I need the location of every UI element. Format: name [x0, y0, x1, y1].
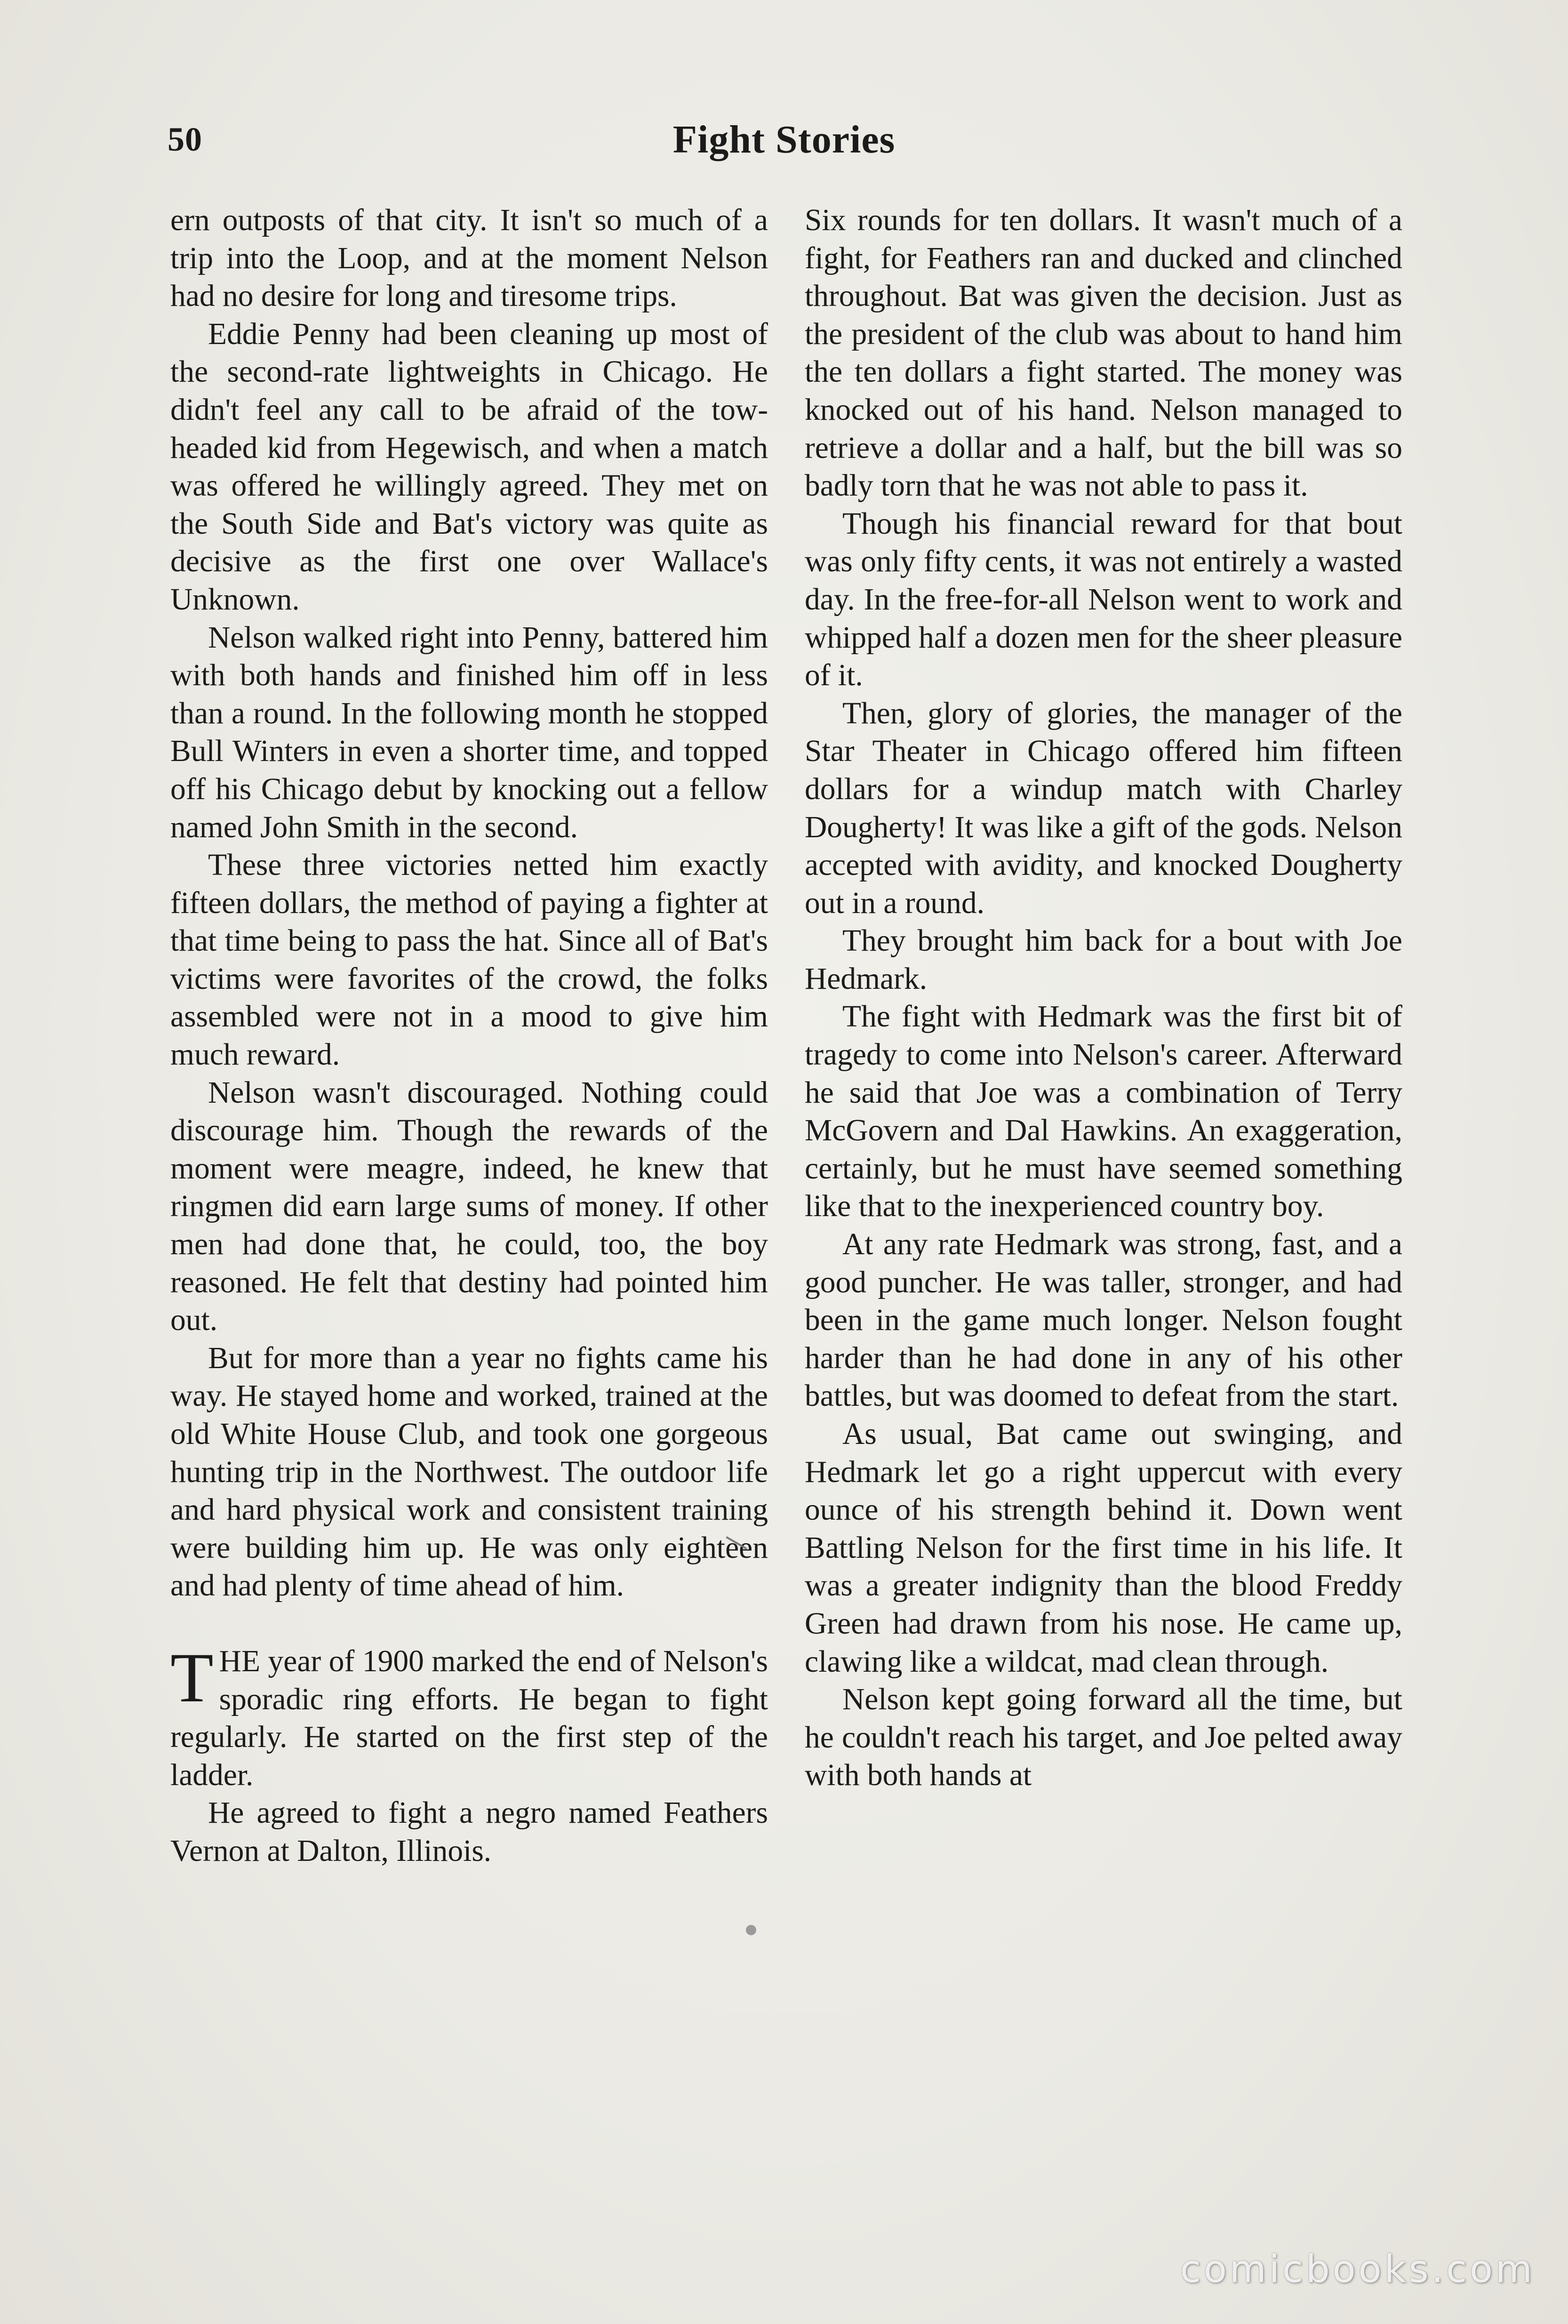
section-start-paragraph	[170, 1638, 768, 1794]
paragraph: Nelson wasn't discouraged. Nothing could discourage him. Though the rewards of the moment were meagre, indeed, he knew that ringmen did earn large sums of money. If other men had done that, he could, too, the boy reasoned. He felt that destiny had pointed him out.	[170, 1075, 768, 1338]
paragraph: Nelson kept going forward all the time, but he couldn't reach his target, and Joe pelted away with both hands at	[805, 1683, 1402, 1793]
paragraph: ern outposts of that city. It isn't so much of a trip into the Loop, and at the moment Nelson had no desire for long and tiresome trips.	[170, 203, 768, 313]
paragraph: At any rate Hedmark was strong, fast, and a good puncher. He was taller, stronger, and had been in the game much longer. Nelson fought harder than he had done in any of his other battles, but was doomed to defeat from the start.	[805, 1227, 1402, 1413]
paragraph: The fight with Hedmark was the first bit of tragedy to come into Nelson's career. Afterward he said that Joe was a combination of Terry McGovern and Dal Hawkins. An exaggeration, certainly, but he must have seemed something like that to the inexperienced country boy.	[805, 1000, 1402, 1224]
paragraph: Nelson walked right into Penny, battered him with both hands and finished him off in less than a round. In the following month he stopped Bull Winters in even a shorter time, and topped off his Chicago debut by knocking out a fellow named John Smith in the second.	[170, 620, 768, 844]
section-start-text: HE year of 1900 marked the end of Nelson's sporadic ring efforts. He began to fight regularly. He started on the first step of the ladder.	[170, 1644, 768, 1792]
paragraph: But for more than a year no fights came his way. He stayed home and worked, trained at the old White House Club, and took one gorgeous hunting trip in the Northwest. The outdoor life and hard physical work and consistent training were building him up. He was only eighteen and had plenty of time ahead of him.	[170, 1341, 768, 1603]
paragraph: As usual, Bat came out swinging, and Hedmark let go a right uppercut with every ounce of his strength behind it. Down went Battling Nelson for the first time in his life. It was a greater indignity than the blood Freddy Green had drawn from his nose. He came up, clawing like a wildcat, mad clean through.	[805, 1417, 1402, 1679]
paragraph: Six rounds for ten dollars. It wasn't much of a fight, for Feathers ran and ducked and clinched throughout. Bat was given the decision. Just as the president of the club was about to hand him the ten dollars a fight started. The money was knocked out of his hand. Nelson managed to retrieve a dollar and a half, but the bill was so badly torn that he was not able to pass it.	[805, 203, 1402, 503]
page-number: 50	[168, 120, 202, 158]
left-column	[170, 201, 768, 1870]
watermark: comicbooks.com	[1180, 2247, 1535, 2291]
right-column	[805, 201, 1402, 1795]
paragraph: Though his financial reward for that bout was only fifty cents, it was not entirely a wasted day. In the free-for-all Nelson went to work and whipped half a dozen men for the sheer pleasure of it.	[805, 506, 1402, 693]
paragraph: Eddie Penny had been cleaning up most of the second-rate lightweights in Chicago. He didn't feel any call to be afraid of the tow-headed kid from Hegewisch, and when a match was offered he willingly agreed. They met on the South Side and Bat's victory was quite as decisive as the first one over Wallace's Unknown.	[170, 317, 768, 617]
paragraph: These three victories netted him exactly fifteen dollars, the method of paying a fighter at that time being to pass the hat. Since all of Bat's victims were favorites of the crowd, the folks assembled were not in a mood to give him much reward.	[170, 848, 768, 1072]
drop-cap: T	[170, 1638, 214, 1717]
paragraph: They brought him back for a bout with Joe Hedmark.	[805, 924, 1402, 996]
paragraph: He agreed to fight a negro named Feathers Vernon at Dalton, Illinois.	[170, 1796, 768, 1868]
paragraph: Then, glory of glories, the manager of the Star Theater in Chicago offered him fifteen dollars for a windup match with Charley Dougherty! It was like a gift of the gods. Nelson accepted with avidity, and knocked Dougherty out in a round.	[805, 696, 1402, 920]
paper-speck	[746, 1925, 756, 1935]
running-title: Fight Stories	[672, 118, 896, 161]
